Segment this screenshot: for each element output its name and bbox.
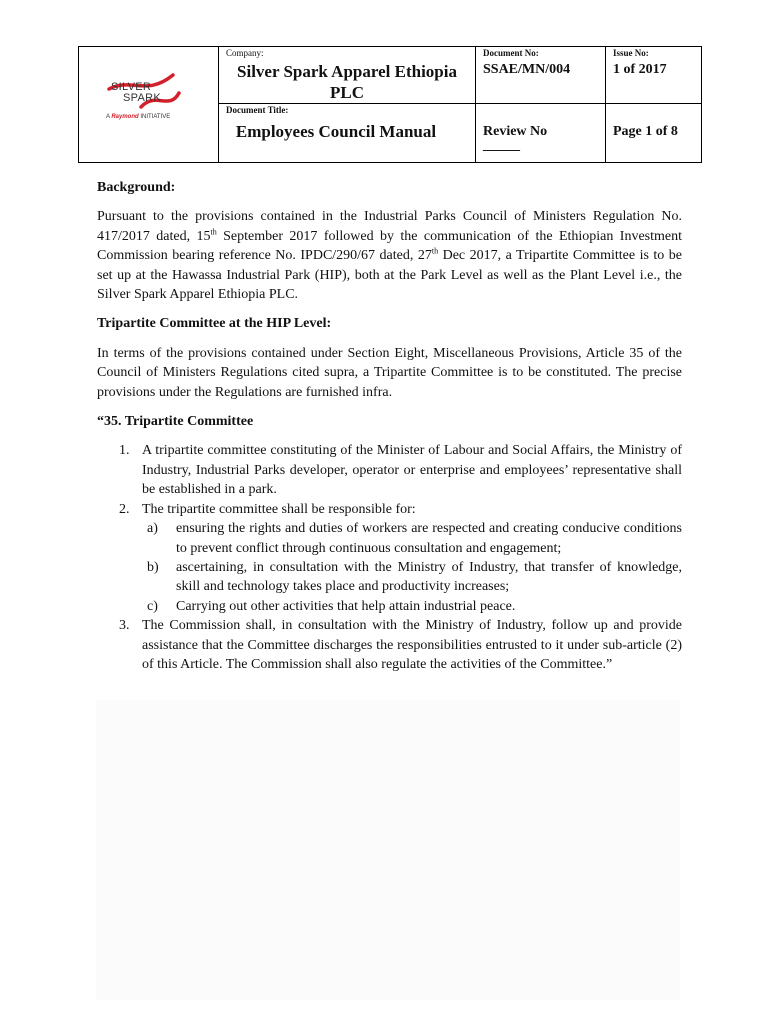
issue-no-cell xyxy=(606,47,702,104)
company-cell xyxy=(219,47,476,104)
document-title: Employees Council Manual xyxy=(235,122,437,141)
review-cell xyxy=(476,104,606,163)
sub-list-item: c) Carrying out other activities that help attain industrial peace. xyxy=(147,598,516,614)
page-background-shade xyxy=(96,700,680,1000)
tripartite-heading: Tripartite Committee at the HIP Level: xyxy=(97,316,332,332)
issue-no-value: 1 of 2017 xyxy=(613,62,667,77)
logo-cell xyxy=(79,47,219,163)
list-item: 3. The Commission shall, in consultation with the Ministry of Industry, follow up and provide assistance that the Committee discharges the responsibilities entrusted to it under sub-article (2) of this Article. The Commission shall also regulate the activities of the Committee.” xyxy=(119,618,682,672)
background-heading: Background: xyxy=(97,180,176,195)
list-item: 2. The tripartite committee shall be responsible for: a) ensuring the rights and duties of workers are respected and creating conducive conditions to prevent conflict through continuous consultation and engagement; b) ascertaining, in consultation with the Ministry of Industry, that transfer of knowledge, skill and technology takes place and productivity increases; c) Carrying out other activities that help attain industrial peace. xyxy=(97,500,682,616)
document-no-label: Document No: xyxy=(483,48,539,58)
sub-list-item: a) ensuring the rights and duties of workers are respected and creating conducive conditions to prevent conflict through continuous consultation and engagement; xyxy=(147,521,682,556)
sub-list-item: b) ascertaining, in consultation with the Ministry of Industry, that transfer of knowledge, skill and technology takes place and productivity increases; xyxy=(147,559,682,595)
article-heading: “35. Tripartite Committee xyxy=(97,414,254,430)
review-no-value: ______ xyxy=(483,138,519,153)
sub-list xyxy=(142,519,682,616)
document-body xyxy=(97,178,682,674)
list-item: 1. A tripartite committee constituting of the Minister of Labour and Social Affairs, the Ministry of Industry, Industrial Parks developer, operator or enterprise and employees’ representative shall be established in a park. xyxy=(119,443,682,498)
logo-silver-text: SILVER xyxy=(111,81,152,93)
document-title-label: Document Title: xyxy=(226,105,289,115)
logo-spark-text: SPARK xyxy=(123,92,161,104)
background-paragraph: Pursuant to the provisions contained in the Industrial Parks Council of Ministers Regulation No. 417/2017 dated, 15th September 2017 followed by the communication of the Ethiopian Investment Commission bearing reference No. IPDC/290/67 dated, 27th Dec 2017, a Tripartite Committee is to be set up at the Hawassa Industrial Park (HIP), both at the Park Level as well as the Plant Level i.e., the Silver Spark Apparel Ethiopia PLC. xyxy=(97,209,683,303)
issue-no-label: Issue No: xyxy=(613,48,649,58)
document-title-cell xyxy=(219,104,476,163)
document-no-value: SSAE/MN/004 xyxy=(483,62,571,77)
review-no-label: Review No xyxy=(483,124,548,139)
document-no-cell xyxy=(476,47,606,104)
page-number: Page 1 of 8 xyxy=(613,124,678,139)
company-name: Silver Spark Apparel Ethiopia PLC xyxy=(237,62,457,102)
document-header-table xyxy=(78,46,702,163)
tripartite-paragraph: In terms of the provisions contained under Section Eight, Miscellaneous Provisions, Article 35 of the Council of Ministers Regulations cited supra, a Tripartite Committee is to be constituted. The precise provisions under the Regulations are furnished infra. xyxy=(97,345,682,400)
article-list xyxy=(97,441,682,674)
page-cell xyxy=(606,104,702,163)
logo-tagline: A Raymond INITIATIVE xyxy=(106,114,171,120)
company-logo xyxy=(101,63,201,127)
company-label: Company: xyxy=(226,48,264,58)
